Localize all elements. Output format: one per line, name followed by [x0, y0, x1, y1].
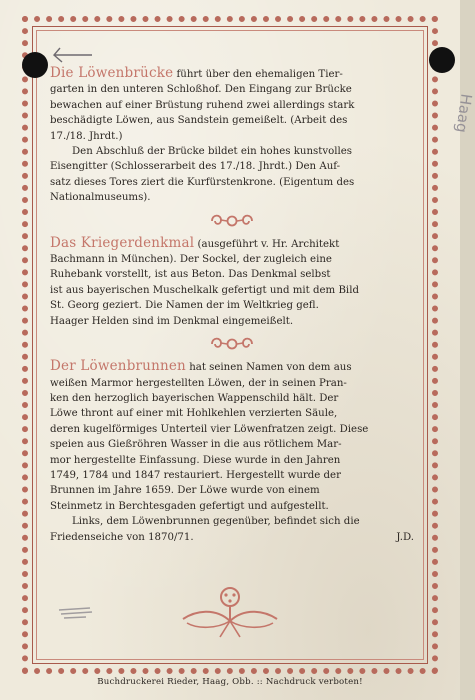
section-heading: Das Kriegerdenkmal	[50, 234, 195, 251]
section-kriegerdenkmal: Das Kriegerdenkmal (ausgeführt v. Hr. Architekt Bachmann in München). Der Sockel, der zugleich eine Ruhebank vorstellt, ist aus Beton. Das Denkmal selbst ist aus bayerischen Muschelkalk gefertigt und mit dem Bild St. Georg geziert. Die Namen der im Weltkrieg gefl. Haager Helden sind im Denkmal eingemeißelt.	[50, 234, 359, 327]
pencil-annotation: Haag	[452, 92, 475, 134]
printer-imprint: Buchdruckerei Rieder, Haag, Obb. :: Nachdruck verboten!	[97, 677, 363, 687]
pencil-smudge	[56, 604, 96, 624]
bottom-flourish-ornament	[175, 585, 285, 641]
section-heading: Der Löwenbrunnen	[50, 358, 186, 375]
signature: J.D.	[396, 531, 414, 543]
pencil-arrow-mark	[50, 44, 96, 66]
section-loewenbruecke: Die Löwenbrücke führt über den ehemaligen Tier- garten in den unteren Schloßhof. Den Eingang zur Brücke bewachen auf einer Brüstung ruhend zwei allerdings stark beschädigte Löwen, aus Sandstein gemeißelt. (Arbeit des 17./18. Jhrdt.) Den Abschluß der Brücke bildet ein hohes kunstvolles Eisengitter (Schlosserarbeit des 17./18. Jhrdt.) Den Auf- satz dieses Tores ziert die Kurfürstenkrone. (Eigentum des Nationalmuseums).	[50, 65, 355, 204]
flourish-ornament	[50, 329, 414, 359]
section-heading: Die Löwenbrücke	[50, 65, 174, 81]
flourish-ornament	[50, 206, 414, 236]
section-loewenbrunnen: Der Löwenbrunnen hat seinen Namen von dem aus weißen Marmor hergestellten Löwen, der in seinen Pran- ken den herzoglich bayerischen Wappenschild hält. Der Löwe thront auf einer mit Hohlkehlen verzierten Säule, deren kugelförmiges Unterteil vier Löwenfratzen zeigt. Diese speien aus Gießröhren Wasser in die aus rötlichem Mar- mor hergestellte Einfassung. Diese wurde in den Jahren 1749, 1784 und 1847 restauriert. Hergestellt wurde der Brunnen im Jahre 1659. Der Löwe wurde von einem Steinmetz in Berchtesgaden gefertigt und aufgestellt. Links, dem Löwenbrunnen gegenüber, befindet sich die Friedenseiche von 1870/71. J.D.	[50, 359, 414, 545]
punch-hole-left	[22, 52, 48, 78]
punch-hole-right	[429, 47, 455, 73]
text-body	[50, 66, 414, 545]
